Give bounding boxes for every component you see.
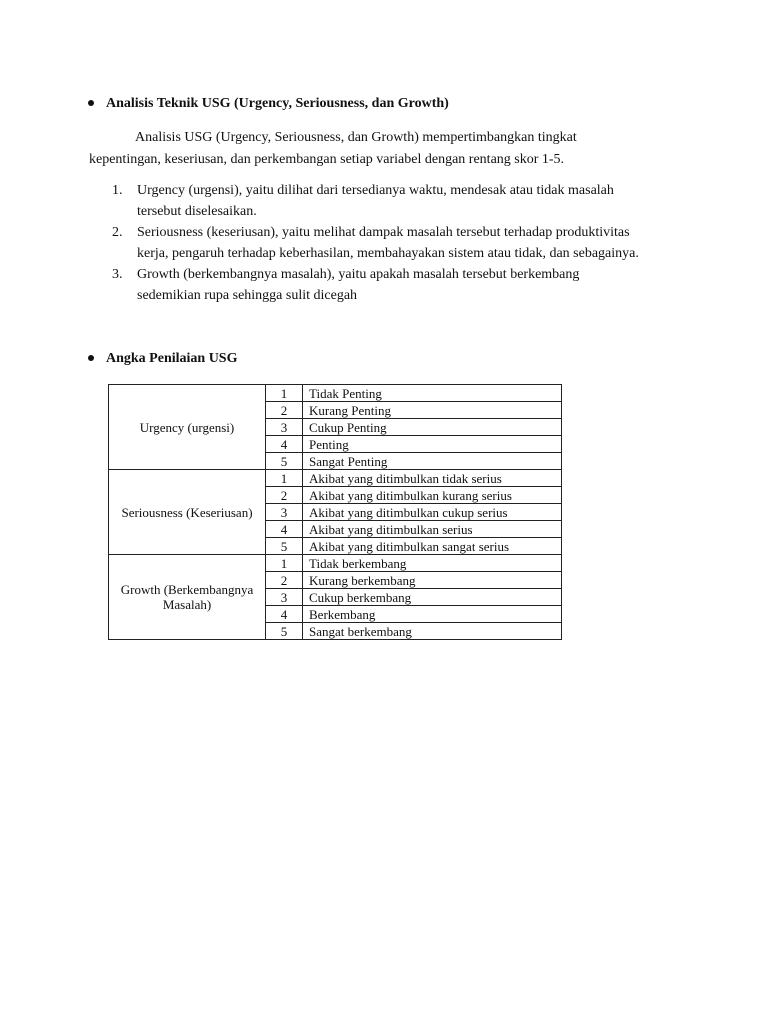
paragraph-line: kepentingan, keseriusan, dan perkembangan setiap variabel dengan rentang skor 1-5. bbox=[89, 152, 565, 167]
list-item bbox=[112, 264, 712, 306]
list-item bbox=[112, 222, 712, 264]
description-cell: Akibat yang ditimbulkan kurang serius bbox=[303, 487, 562, 504]
heading-text: Angka Penilaian USG bbox=[106, 351, 238, 366]
list-text: Urgency (urgensi), yaitu dilihat dari tersedianya waktu, mendesak atau tidak masalah bbox=[137, 183, 614, 198]
score-cell: 3 bbox=[266, 589, 303, 606]
heading-text: Analisis Teknik USG (Urgency, Seriousness, dan Growth) bbox=[106, 96, 449, 111]
score-cell: 4 bbox=[266, 436, 303, 453]
description-cell: Penting bbox=[303, 436, 562, 453]
category-cell: Growth (Berkembangnya Masalah) bbox=[109, 555, 266, 640]
score-cell: 2 bbox=[266, 572, 303, 589]
score-cell: 3 bbox=[266, 419, 303, 436]
description-cell: Tidak berkembang bbox=[303, 555, 562, 572]
list-text: kerja, pengaruh terhadap keberhasilan, membahayakan sistem atau tidak, dan sebagainya. bbox=[137, 246, 639, 261]
score-cell: 5 bbox=[266, 538, 303, 555]
description-cell: Akibat yang ditimbulkan cukup serius bbox=[303, 504, 562, 521]
section-heading-usg-analysis bbox=[88, 95, 449, 113]
score-cell: 3 bbox=[266, 504, 303, 521]
description-cell: Berkembang bbox=[303, 606, 562, 623]
section-heading-usg-scoring bbox=[88, 350, 237, 368]
table-row bbox=[109, 555, 562, 572]
list-text: Seriousness (keseriusan), yaitu melihat dampak masalah tersebut terhadap produktivitas bbox=[137, 225, 630, 240]
bullet-icon bbox=[88, 100, 94, 106]
paragraph-line: Analisis USG (Urgency, Seriousness, dan Growth) mempertimbangkan tingkat bbox=[135, 130, 577, 145]
description-cell: Kurang berkembang bbox=[303, 572, 562, 589]
list-number: 2. bbox=[112, 225, 123, 240]
description-cell: Kurang Penting bbox=[303, 402, 562, 419]
description-cell: Akibat yang ditimbulkan sangat serius bbox=[303, 538, 562, 555]
table-row bbox=[109, 470, 562, 487]
list-text: Growth (berkembangnya masalah), yaitu apakah masalah tersebut berkembang bbox=[137, 267, 580, 282]
score-cell: 1 bbox=[266, 470, 303, 487]
list-item bbox=[112, 180, 712, 222]
description-cell: Cukup Penting bbox=[303, 419, 562, 436]
bullet-icon bbox=[88, 355, 94, 361]
list-number: 1. bbox=[112, 183, 123, 198]
score-cell: 4 bbox=[266, 606, 303, 623]
intro-paragraph bbox=[89, 127, 689, 171]
score-cell: 1 bbox=[266, 555, 303, 572]
criteria-list bbox=[112, 180, 712, 306]
description-cell: Sangat Penting bbox=[303, 453, 562, 470]
description-cell: Sangat berkembang bbox=[303, 623, 562, 640]
list-text: sedemikian rupa sehingga sulit dicegah bbox=[137, 288, 358, 303]
table-row bbox=[109, 385, 562, 402]
description-cell: Akibat yang ditimbulkan tidak serius bbox=[303, 470, 562, 487]
score-cell: 1 bbox=[266, 385, 303, 402]
category-cell: Seriousness (Keseriusan) bbox=[109, 470, 266, 555]
description-cell: Tidak Penting bbox=[303, 385, 562, 402]
description-cell: Akibat yang ditimbulkan serius bbox=[303, 521, 562, 538]
description-cell: Cukup berkembang bbox=[303, 589, 562, 606]
score-cell: 5 bbox=[266, 453, 303, 470]
list-text: tersebut diselesaikan. bbox=[137, 204, 257, 219]
category-cell: Urgency (urgensi) bbox=[109, 385, 266, 470]
usg-scoring-table bbox=[108, 384, 562, 640]
score-cell: 2 bbox=[266, 487, 303, 504]
score-cell: 2 bbox=[266, 402, 303, 419]
list-number: 3. bbox=[112, 267, 123, 282]
score-cell: 5 bbox=[266, 623, 303, 640]
score-cell: 4 bbox=[266, 521, 303, 538]
